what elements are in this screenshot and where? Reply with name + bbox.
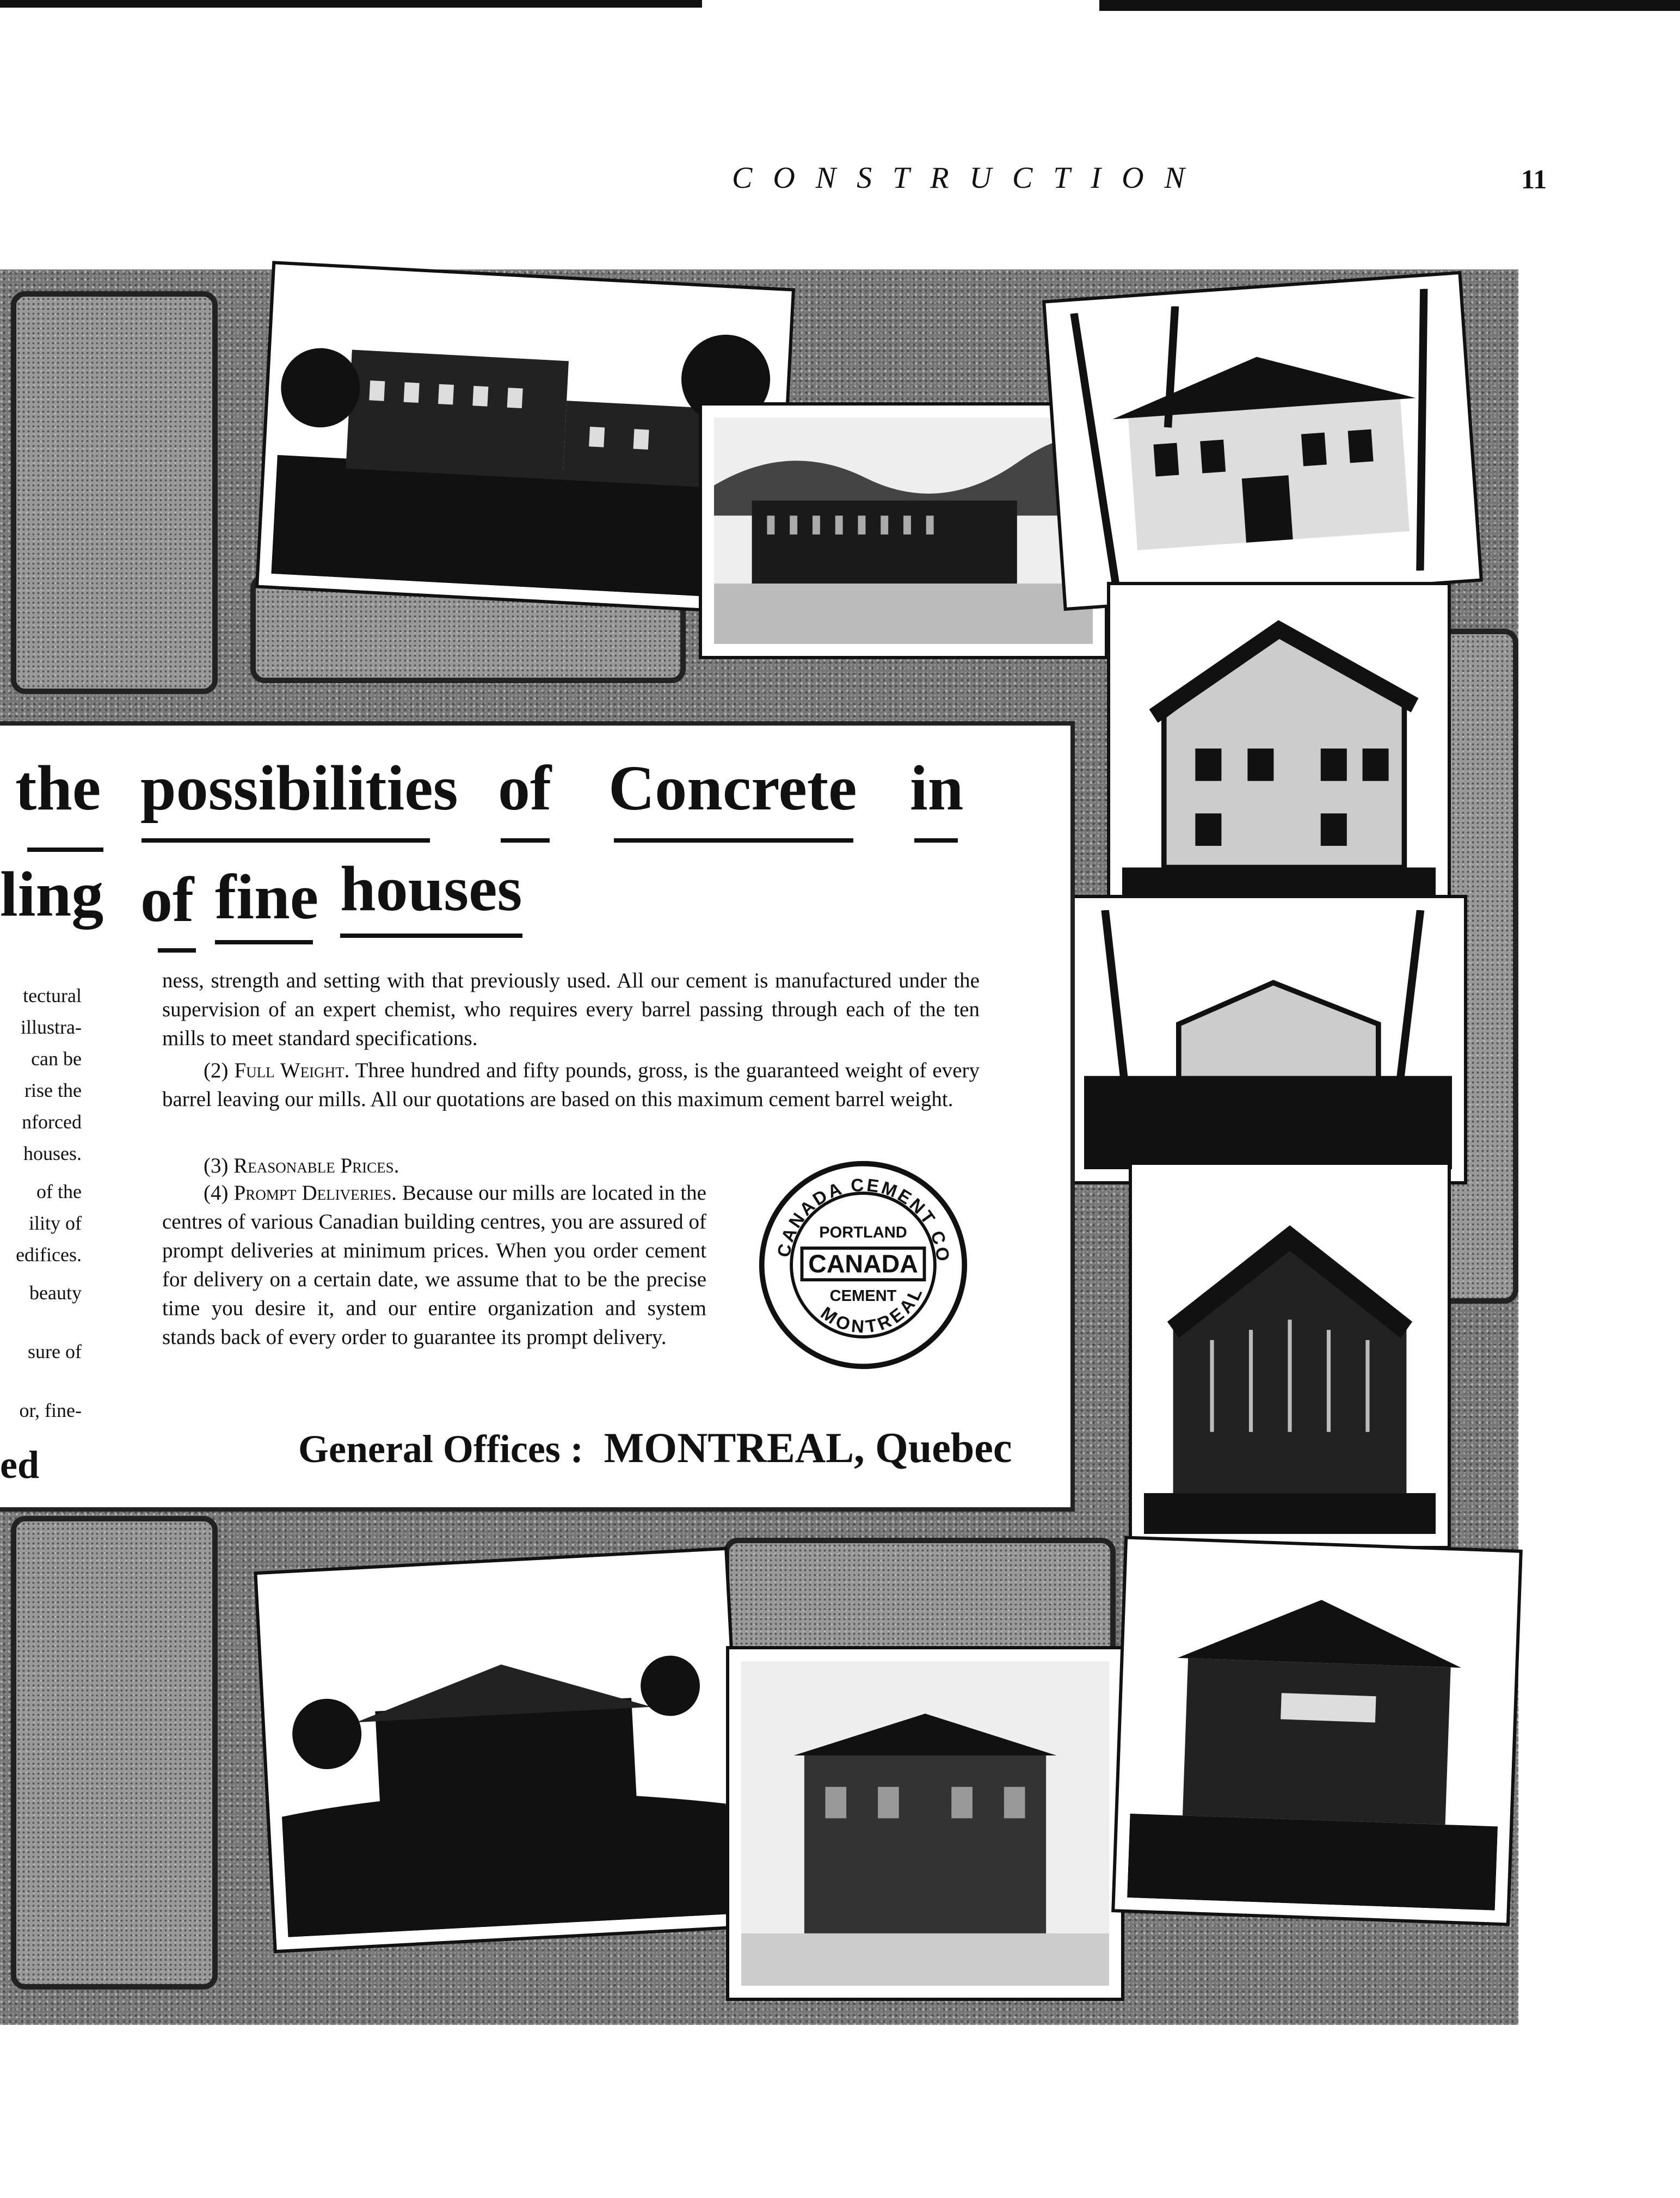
fragment: tectural xyxy=(23,985,82,1006)
tudor-house-image xyxy=(1144,1177,1436,1534)
body-point-3 xyxy=(204,1151,748,1180)
house-photo-8 xyxy=(729,1649,1121,1998)
point-4 xyxy=(162,1178,706,1352)
headline-underline xyxy=(27,848,103,852)
headline-underline xyxy=(340,934,522,938)
house-photo-5 xyxy=(1072,898,1464,1181)
seal-ring-text: CANADA CEMENT CO xyxy=(773,1174,954,1264)
seal-graphic xyxy=(758,1159,969,1371)
offices-label: General Offices : xyxy=(298,1427,583,1471)
house-photo-4 xyxy=(1110,585,1448,934)
body-point-2 xyxy=(162,1056,980,1114)
company-seal xyxy=(758,1159,969,1371)
headline-underline xyxy=(501,838,550,843)
house-photo-6 xyxy=(1132,1165,1448,1546)
panel-inset-bottom-left xyxy=(11,1516,218,1990)
seal-line1: PORTLAND xyxy=(819,1224,907,1242)
headline-word-ling: ling xyxy=(0,858,104,930)
point-4-heading: (4) Prompt Deliveries. xyxy=(204,1181,397,1205)
point-2-heading: (2) Full Weight. xyxy=(204,1059,350,1082)
page-number: 11 xyxy=(1521,164,1547,194)
top-rule-left xyxy=(0,0,702,8)
seal-line2: CANADA xyxy=(808,1249,918,1278)
house-photo-7 xyxy=(257,1550,744,1950)
house-photo-3 xyxy=(1045,274,1479,607)
para1-text: ness, strength and setting with that previously used. All our cement is manufactured under the supervision of an expert chemist, who requires every barrel passing through each of the ten mills to meet standard specifications. xyxy=(162,969,980,1050)
running-title: CONSTRUCTION xyxy=(732,161,1205,195)
seal-bottom-text: MONTREAL xyxy=(817,1282,927,1337)
fragment: nforced xyxy=(22,1111,82,1133)
mission-house-image xyxy=(270,1563,732,1937)
fragment: houses. xyxy=(23,1143,82,1164)
headline-underline xyxy=(141,838,430,843)
body-point-4 xyxy=(162,1178,706,1352)
fragment: of the xyxy=(36,1181,82,1202)
fragment: or, fine- xyxy=(19,1399,82,1421)
left-column-fragments xyxy=(0,980,82,1426)
point-4-text: Because our mills are located in the centres of various Canadian building centres, you are assured of prompt deliveries at minimum prices. When you order cement for delivery on a certain date, we assume that to be the precise time you desire it, and our entire organization and system stands back of every order to guarantee its prompt delivery. xyxy=(162,1181,706,1349)
fragment: edifices. xyxy=(16,1244,82,1266)
house-image xyxy=(1059,287,1467,595)
headline-word-in: in xyxy=(910,752,964,824)
stucco-house-image xyxy=(1122,597,1436,922)
headline-underline xyxy=(158,948,196,953)
fragment: rise the xyxy=(24,1079,82,1101)
bungalow-image xyxy=(1127,1551,1507,1910)
fragment: sure of xyxy=(28,1341,82,1362)
headline-underline xyxy=(914,838,958,843)
seal-line3: CEMENT xyxy=(829,1287,897,1305)
headline-underline xyxy=(614,838,853,843)
low-house-image xyxy=(1084,910,1452,1169)
fragment: ility of xyxy=(29,1212,82,1234)
headline-word-of: of xyxy=(498,752,552,824)
headline-word-houses: houses xyxy=(340,853,522,924)
general-offices-line xyxy=(298,1423,1012,1472)
top-rule-right xyxy=(1099,0,1680,11)
headline-word-of-2: of xyxy=(140,864,194,935)
fragment: beauty xyxy=(29,1282,82,1304)
headline-word-fine: fine xyxy=(215,861,319,932)
fragment: can be xyxy=(31,1048,82,1070)
fragment: illustra- xyxy=(21,1016,82,1038)
headline-word-possibilities: possibilities xyxy=(140,752,458,824)
left-column-bold-fragment: ed xyxy=(0,1443,39,1487)
point-2 xyxy=(162,1056,980,1114)
headline-word-the: the xyxy=(15,752,101,824)
panel-inset-top-left xyxy=(11,291,218,694)
house-photo-2 xyxy=(702,406,1105,656)
house-photo-9 xyxy=(1115,1539,1519,1923)
body-paragraph-1 xyxy=(162,966,980,1053)
institution-image xyxy=(714,418,1093,644)
square-house-image xyxy=(741,1661,1109,1986)
point-3-heading: (3) Reasonable Prices. xyxy=(204,1154,399,1177)
offices-city: MONTREAL, Quebec xyxy=(604,1424,1012,1471)
headline-word-concrete: Concrete xyxy=(608,752,857,824)
point-2-text: Three hundred and fifty pounds, gross, is the guaranteed weight of every barrel leaving our mills. All our quotations are based on this maximum cement barrel weight. xyxy=(162,1059,980,1111)
headline-underline xyxy=(215,940,313,944)
